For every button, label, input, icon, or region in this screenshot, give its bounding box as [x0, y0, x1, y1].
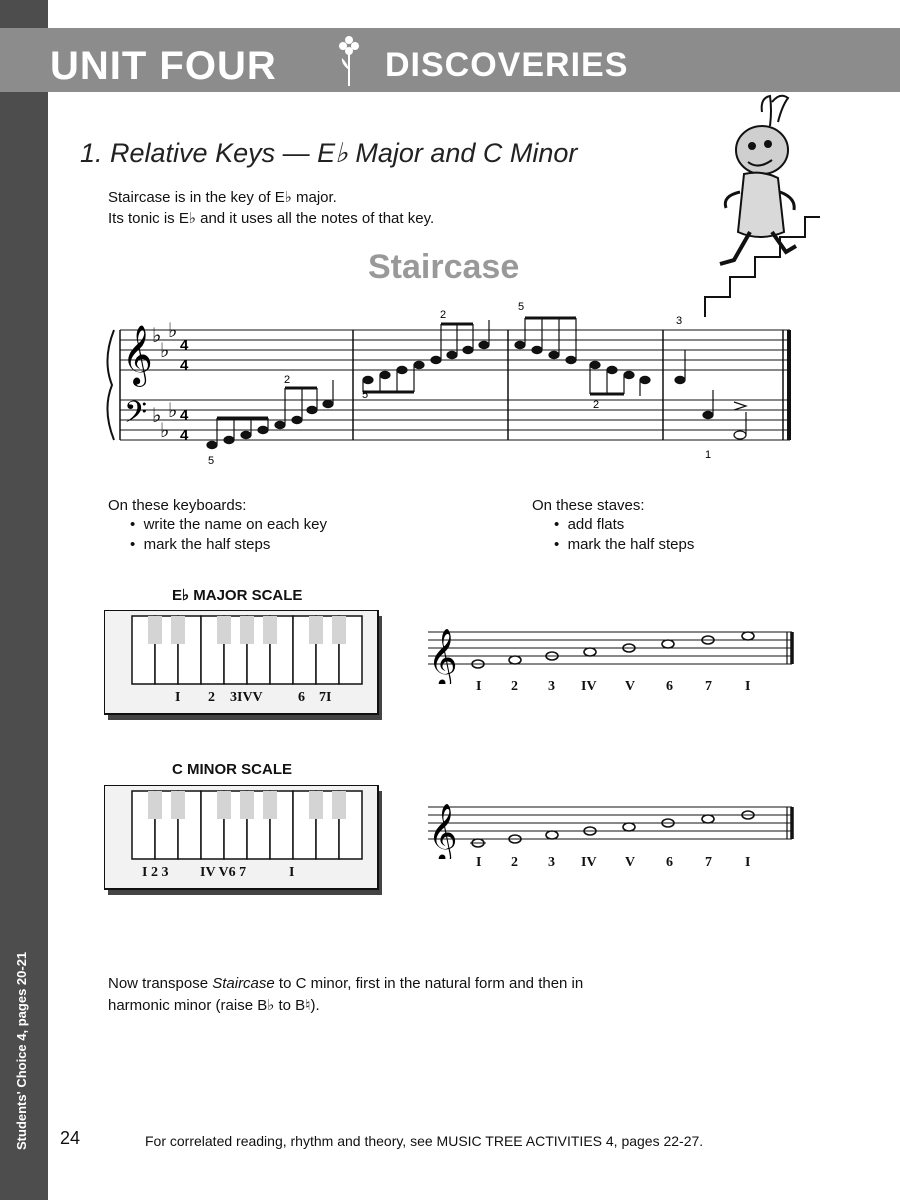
unit-title: UNIT FOUR [50, 44, 277, 88]
transpose-instruction-line-2: harmonic minor (raise B♭ to B♮). [108, 997, 320, 1014]
major-staff-numeral: I [476, 679, 482, 694]
barlines [353, 330, 789, 440]
flower-icon [336, 32, 362, 88]
minor-staff-numeral: I [476, 855, 482, 870]
scale-whole-notes [472, 632, 754, 668]
svg-text:♭: ♭ [152, 325, 162, 347]
finger-number: 3 [676, 315, 683, 327]
minor-keyboard-numeral: I 2 3 [142, 865, 169, 880]
finger-number: 5 [208, 455, 215, 467]
treble-clef-icon: 𝄞 [428, 804, 458, 859]
section-title: DISCOVERIES [385, 46, 629, 84]
svg-text:4: 4 [180, 357, 189, 374]
finger-number: 2 [284, 374, 291, 386]
sidebar [0, 0, 48, 1200]
minor-staff-numeral: V [625, 855, 636, 870]
mascot-illustration [700, 92, 830, 320]
major-staff-numeral: 2 [511, 679, 518, 694]
minor-scale-label: C MINOR SCALE [172, 761, 292, 778]
key-signature [152, 320, 177, 442]
svg-text:♭: ♭ [160, 340, 170, 362]
minor-keyboard-numeral: IV V6 7 [200, 865, 247, 880]
major-keyboard-numeral: 2 [208, 690, 215, 705]
finger-number: 2 [440, 309, 447, 321]
finger-number: 1 [705, 449, 712, 461]
keyboards-instruction-2: • mark the half steps [130, 536, 271, 553]
staves-instructions-title: On these staves: [532, 497, 645, 514]
svg-text:♭: ♭ [168, 400, 178, 422]
minor-staff-numeral: I [745, 855, 751, 870]
major-keyboard-numeral: I [175, 690, 181, 705]
svg-text:♭: ♭ [160, 420, 170, 442]
piece-title: Staircase [368, 248, 520, 286]
major-keyboard-numeral: 3IVV [230, 690, 263, 705]
major-scale-staff[interactable] [428, 618, 798, 684]
treble-clef-icon: 𝄞 [122, 326, 153, 384]
minor-keyboard-numeral: I [289, 865, 295, 880]
keyboards-instruction-1: • write the name on each key [130, 516, 328, 533]
major-staff-numeral: IV [581, 679, 597, 694]
exercise-heading: 1. Relative Keys — E♭ Major and C Minor [80, 138, 578, 168]
intro-line-2: Its tonic is E♭ and it uses all the notes of that key. [108, 210, 435, 227]
finger-number: 5 [518, 301, 525, 313]
intro-line-1: Staircase is in the key of E♭ major. [108, 189, 337, 206]
major-staff-numeral: 7 [705, 679, 712, 694]
sidebar-source-text: Students' Choice 4, pages 20-21 [14, 951, 29, 1150]
svg-text:4: 4 [180, 427, 189, 444]
keyboards-instructions-title: On these keyboards: [108, 497, 247, 514]
scale-whole-notes [470, 811, 754, 847]
minor-staff-numeral: 2 [511, 855, 518, 870]
measure-4-notes [675, 350, 746, 439]
page-number: 24 [60, 1128, 81, 1148]
bass-clef-icon: 𝄢 [124, 395, 148, 436]
footer-note: For correlated reading, rhythm and theory, see MUSIC TREE ACTIVITIES 4, pages 22-27. [145, 1133, 704, 1149]
time-signature [180, 337, 189, 444]
major-staff-numeral: 3 [548, 679, 555, 694]
black-keys [148, 616, 346, 644]
bass-staff-lines [120, 400, 790, 440]
minor-staff-numeral: 3 [548, 855, 555, 870]
major-staff-numeral: I [745, 679, 751, 694]
staves-instruction-2: • mark the half steps [554, 536, 695, 553]
staircase-score [100, 300, 800, 470]
staves-instruction-1: • add flats [554, 516, 625, 533]
measure-2-treble-notes [363, 320, 489, 392]
svg-text:4: 4 [180, 407, 189, 424]
finger-number: 5 [362, 389, 369, 401]
svg-text:♭: ♭ [152, 405, 162, 427]
black-keys [148, 791, 346, 819]
transpose-instruction-line-1: Now transpose Staircase to C minor, first in the natural form and then in [108, 975, 584, 992]
accent-mark [734, 402, 746, 410]
brace [107, 330, 114, 440]
svg-text:4: 4 [180, 337, 189, 354]
minor-staff-numeral: 6 [666, 855, 673, 870]
minor-staff-numeral: IV [581, 855, 597, 870]
minor-staff-numeral: 7 [705, 855, 712, 870]
major-keyboard-numeral: 6 [298, 690, 305, 705]
major-scale-label: E♭ MAJOR SCALE [172, 587, 303, 604]
treble-clef-icon: 𝄞 [428, 629, 458, 684]
svg-text:♭: ♭ [168, 320, 178, 342]
finger-number: 2 [593, 399, 600, 411]
minor-scale-staff[interactable] [428, 793, 798, 859]
major-keyboard-numeral: 7I [319, 690, 332, 705]
treble-staff-lines [120, 330, 790, 370]
major-staff-numeral: V [625, 679, 636, 694]
major-staff-numeral: 6 [666, 679, 673, 694]
measure-1-bass-notes [207, 380, 333, 449]
